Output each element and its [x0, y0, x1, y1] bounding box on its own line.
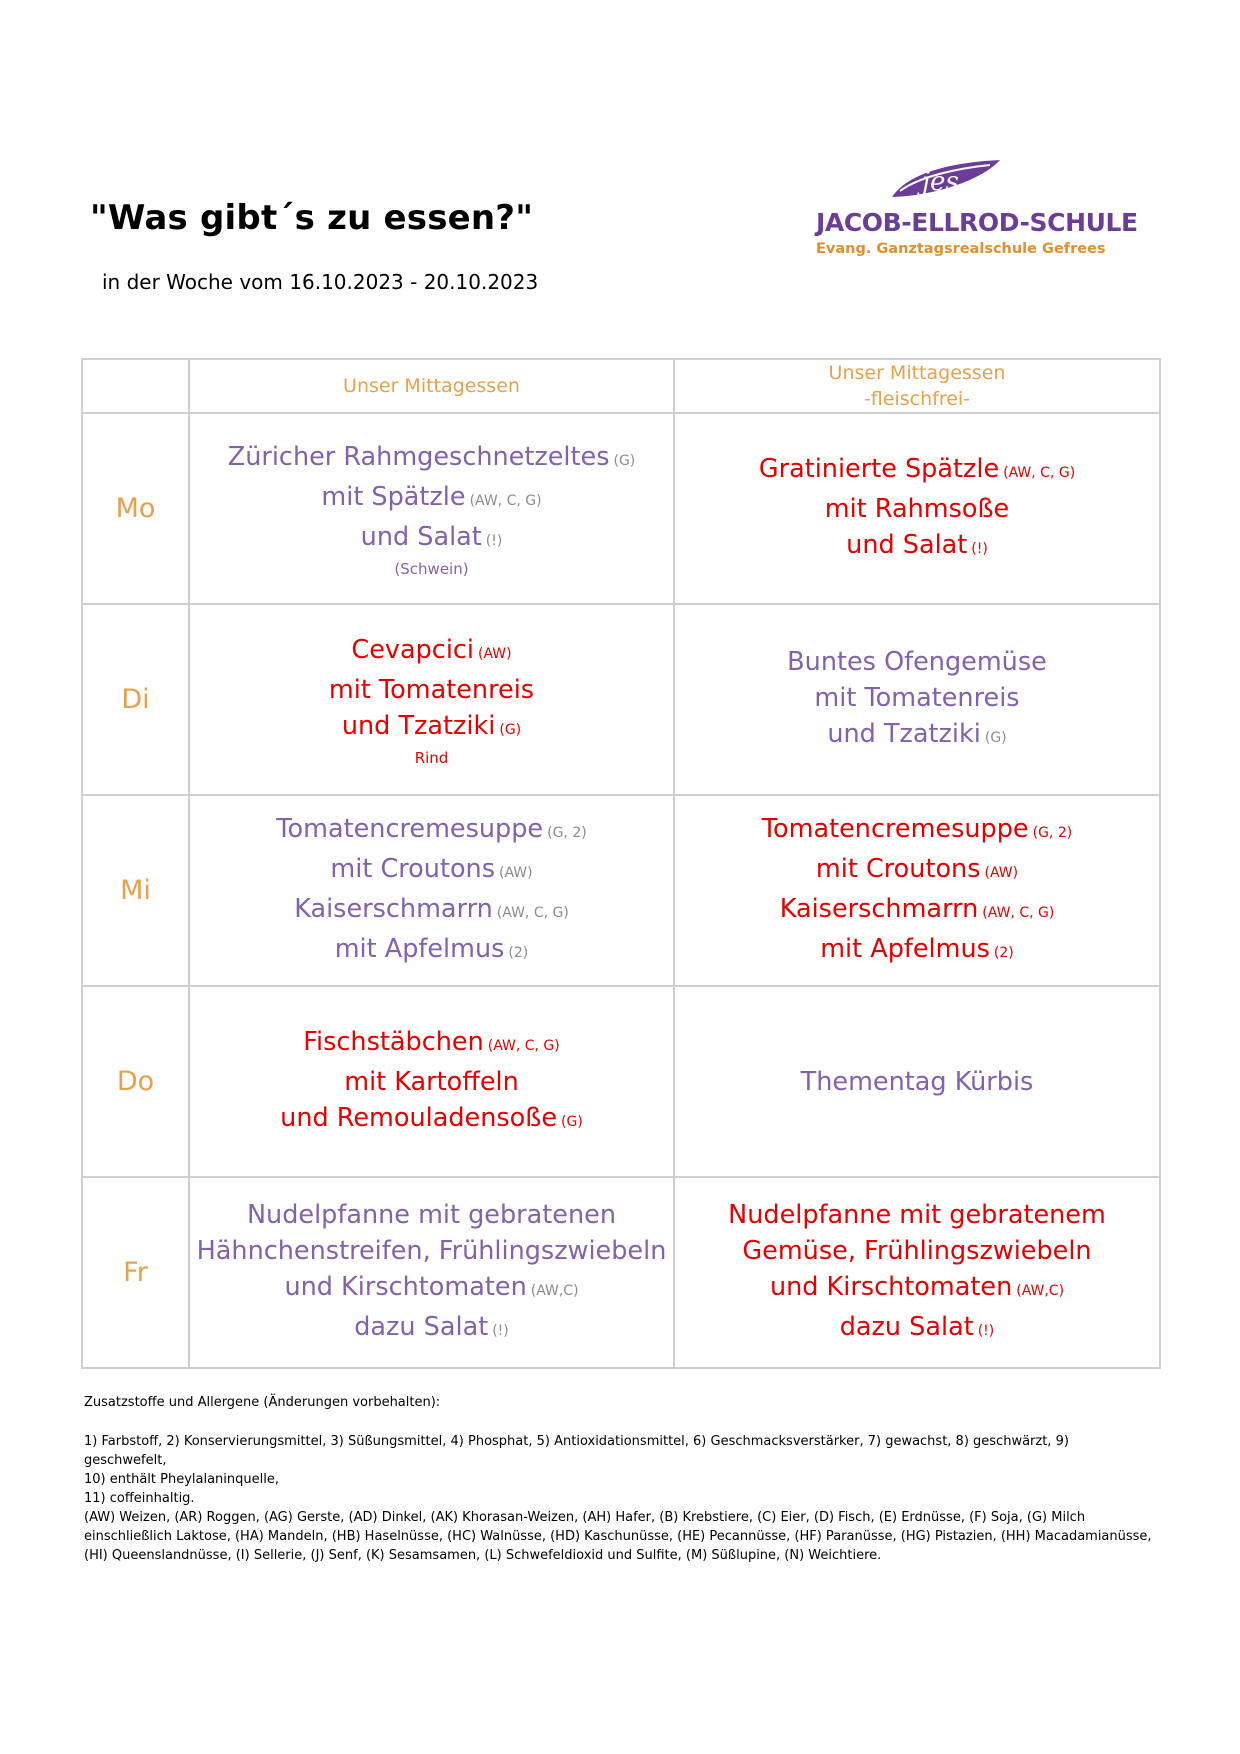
dish-line: [190, 632, 673, 672]
dish-text: mit Kartoffeln: [344, 1066, 519, 1097]
dish-line: [190, 1024, 673, 1064]
dish-line: [675, 811, 1159, 851]
dish-line: [190, 479, 673, 519]
dish-line: [190, 1100, 673, 1140]
dish-line: [675, 1233, 1159, 1269]
dish: [190, 632, 673, 768]
header-menu-regular: [189, 359, 674, 413]
dish-line: [190, 439, 673, 479]
day-row: [82, 986, 1160, 1177]
day-cell: [82, 1177, 189, 1368]
allergen-code: (AW, C, G): [982, 904, 1055, 921]
dish-text: mit Spätzle: [321, 481, 466, 512]
dish-line: [190, 708, 673, 748]
day-label: Di: [121, 684, 150, 715]
allergen-code: (AW): [478, 645, 512, 662]
day-row: [82, 1177, 1160, 1368]
dish-line: [675, 851, 1159, 891]
day-label: Mo: [115, 493, 156, 524]
school-tagline: Evang. Ganztagsrealschule Gefrees: [816, 241, 1106, 257]
allergen-code: (AW, C, G): [487, 1037, 560, 1054]
dish: [190, 1024, 673, 1140]
dish-cell-regular: [189, 1177, 674, 1368]
allergen-code: (AW): [984, 864, 1019, 881]
additives-line: 1) Farbstoff, 2) Konservierungsmittel, 3) Süßungsmittel, 4) Phosphat, 5) Antioxidationsmittel, 6) Geschmacksverstärker, 7) gewachst, 8) geschwärzt, 9) geschwefelt,: [84, 1434, 1069, 1468]
header-label: Unser Mittagessen: [343, 375, 520, 397]
dish-line: [675, 891, 1159, 931]
dish-text: und Kirschtomaten: [769, 1271, 1013, 1302]
dish-text: Gratinierte Spätzle: [758, 453, 1000, 484]
dish-line: [190, 931, 673, 971]
dish-line: [190, 891, 673, 931]
header-empty-cell: [82, 359, 189, 413]
dish: [675, 1064, 1159, 1100]
dish-line: [675, 491, 1159, 527]
dish-text: Nudelpfanne mit gebratenen: [246, 1199, 616, 1230]
dish-line: [675, 451, 1159, 491]
dish-text: Cevapcici: [351, 634, 475, 665]
dish: [675, 811, 1159, 971]
dish-line: [190, 519, 673, 559]
page-title: "Was gibt´s zu essen?": [90, 198, 534, 238]
allergen-code: (G): [984, 729, 1007, 746]
allergens-list: [84, 1508, 1154, 1565]
day-label: Fr: [123, 1257, 148, 1288]
dish-line: [190, 1197, 673, 1233]
day-label: Mi: [120, 875, 151, 906]
allergen-code: (AW,C): [1016, 1282, 1065, 1299]
dish-line: [190, 1269, 673, 1309]
dish-text: Fischstäbchen: [303, 1026, 484, 1057]
dish-line: [675, 1309, 1159, 1349]
dish: [190, 439, 673, 579]
allergen-code: (AW): [499, 864, 533, 881]
dish-cell-meatfree: [674, 986, 1160, 1177]
dish-text: dazu Salat: [354, 1311, 489, 1342]
dish-line: [675, 527, 1159, 567]
dish-text: Hähnchenstreifen, Frühlingszwiebeln: [196, 1235, 667, 1266]
dish-text: Nudelpfanne mit gebratenem: [728, 1199, 1106, 1230]
header-menu-meatfree: [674, 359, 1160, 413]
allergens-line: (HI) Queenslandnüsse, (I) Sellerie, (J) Senf, (K) Sesamsamen, (L) Schwefeldioxid und Sulfite, (M) Süßlupine, (N) Weichtiere.: [84, 1548, 882, 1563]
allergen-code: (AW,C): [530, 1282, 579, 1299]
dish-line: [190, 811, 673, 851]
header-sublabel: -fleischfrei-: [863, 388, 971, 410]
day-cell: [82, 795, 189, 986]
dish-text: mit Croutons: [330, 853, 495, 884]
dish-text: Buntes Ofengemüse: [787, 646, 1047, 677]
allergen-code: (G, 2): [1032, 824, 1073, 841]
header-label: Unser Mittagessen: [828, 362, 1006, 384]
menu-table: [81, 358, 1161, 1369]
dish-cell-meatfree: [674, 795, 1160, 986]
dish-text: Tomatencremesuppe: [276, 813, 544, 844]
dish-line: [675, 716, 1159, 756]
dish-text: dazu Salat: [839, 1311, 974, 1342]
dish-cell-regular: [189, 986, 674, 1177]
additives-list: [84, 1432, 1154, 1508]
dish-text: und Remouladensoße: [280, 1102, 558, 1133]
meat-note: Rind: [414, 748, 449, 767]
allergen-code: (AW, C, G): [469, 492, 542, 509]
dish-line: [675, 1197, 1159, 1233]
dish-text: Züricher Rahmgeschnetzeltes: [227, 441, 610, 472]
dish-line: [675, 680, 1159, 716]
dish-text: Kaiserschmarrn: [779, 893, 979, 924]
dish-text: Gemüse, Frühlingszwiebeln: [742, 1235, 1092, 1266]
dish-line: [190, 1309, 673, 1349]
dish-text: mit Tomatenreis: [814, 682, 1020, 713]
dish-cell-meatfree: [674, 604, 1160, 795]
allergens-line: einschließlich Laktose, (HA) Mandeln, (HB) Haselnüsse, (HC) Walnüsse, (HD) Kaschunüsse, (HE) Pecannüsse, (HF) Paranüsse, (HG) Pistazien, (HH) Macadamianüsse,: [84, 1529, 1152, 1544]
allergen-code: (AW, C, G): [1003, 464, 1076, 481]
day-cell: [82, 986, 189, 1177]
dish-cell-regular: [189, 604, 674, 795]
dish-text: und Salat: [360, 521, 482, 552]
allergens-line: (AW) Weizen, (AR) Roggen, (AG) Gerste, (AD) Dinkel, (AK) Khorasan-Weizen, (AH) Hafer, (B) Krebstiere, (C) Eier, (D) Fisch, (E) Erdnüsse, (F) Soja, (G) Milch: [84, 1510, 1086, 1525]
allergen-code: (!): [492, 1322, 509, 1339]
dish-line: [675, 931, 1159, 971]
dish-text: und Salat: [846, 529, 968, 560]
dish-text: und Tzatziki: [341, 710, 496, 741]
allergen-code: (G): [561, 1113, 583, 1130]
dish-line: [190, 672, 673, 708]
allergen-code: (2): [993, 944, 1014, 961]
dish-cell-meatfree: [674, 1177, 1160, 1368]
dish-line: [675, 1064, 1159, 1100]
dish: [190, 1197, 673, 1349]
meat-note: (Schwein): [394, 559, 469, 578]
day-row: [82, 413, 1160, 604]
dish-line: [675, 644, 1159, 680]
allergen-code: (G): [613, 452, 636, 469]
dish-line: [190, 1233, 673, 1269]
header-row: [82, 359, 1160, 413]
footer-heading: Zusatzstoffe und Allergene (Änderungen vorbehalten):: [84, 1395, 441, 1410]
dish-text: mit Apfelmus: [820, 933, 990, 964]
dish-text: mit Croutons: [815, 853, 981, 884]
dish-cell-meatfree: [674, 413, 1160, 604]
additives-line: 11) coffeinhaltig.: [84, 1491, 195, 1506]
dish-text: mit Rahmsoße: [824, 493, 1010, 524]
dish-line: [190, 851, 673, 891]
dish-cell-regular: [189, 413, 674, 604]
dish-cell-regular: [189, 795, 674, 986]
dish-line: [190, 1064, 673, 1100]
dish-line: [675, 1269, 1159, 1309]
dish-text: Thementag Kürbis: [800, 1066, 1034, 1097]
day-cell: [82, 413, 189, 604]
logo-monogram: jes: [922, 167, 959, 197]
dish: [190, 811, 673, 971]
week-range: in der Woche vom 16.10.2023 - 20.10.2023: [102, 270, 539, 294]
dish-text: und Kirschtomaten: [284, 1271, 527, 1302]
dish: [675, 1197, 1159, 1349]
dish: [675, 644, 1159, 756]
dish-text: Tomatencremesuppe: [761, 813, 1029, 844]
allergen-code: (G, 2): [547, 824, 587, 841]
dish: [675, 451, 1159, 567]
additives-line: 10) enthält Pheylalaninquelle,: [84, 1472, 279, 1487]
allergen-code: (!): [971, 540, 988, 557]
day-row: [82, 795, 1160, 986]
allergen-code: (!): [977, 1322, 995, 1339]
day-row: [82, 604, 1160, 795]
allergen-code: (2): [508, 944, 529, 961]
allergen-code: (!): [485, 532, 503, 549]
school-name: JACOB-ELLROD-SCHULE: [816, 208, 1138, 237]
allergen-code: (AW, C, G): [496, 904, 569, 921]
day-cell: [82, 604, 189, 795]
dish-text: mit Apfelmus: [334, 933, 505, 964]
day-label: Do: [116, 1066, 155, 1097]
allergen-code: (G): [499, 721, 522, 738]
dish-text: mit Tomatenreis: [328, 674, 535, 705]
dish-text: und Tzatziki: [827, 718, 981, 749]
dish-text: Kaiserschmarrn: [294, 893, 493, 924]
